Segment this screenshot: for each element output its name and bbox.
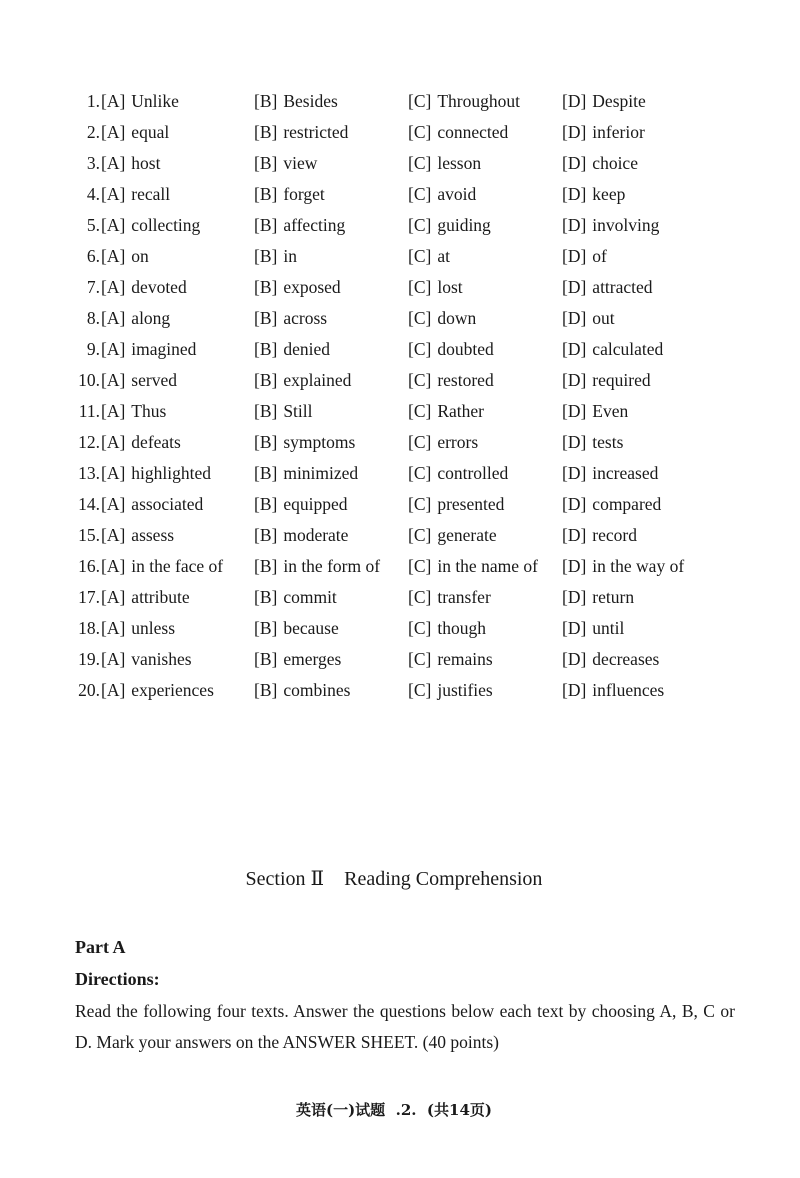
option-d xyxy=(562,148,638,179)
option-letter: [C] xyxy=(408,153,432,173)
option-d xyxy=(562,489,661,520)
option-b xyxy=(254,582,337,613)
option-b xyxy=(254,365,351,396)
option-d xyxy=(562,86,646,117)
option-text: avoid xyxy=(437,184,477,204)
question-number: 8. xyxy=(86,308,100,328)
option-text: combines xyxy=(283,680,351,700)
option-a xyxy=(101,210,200,241)
option-a xyxy=(101,396,166,427)
option-text: increased xyxy=(592,463,659,483)
option-letter: [A] xyxy=(101,370,126,390)
option-text: generate xyxy=(437,525,497,545)
question-number: 1. xyxy=(86,91,100,111)
question-row xyxy=(70,613,770,644)
option-c xyxy=(408,613,486,644)
option-text: Rather xyxy=(437,401,484,421)
option-letter: [A] xyxy=(101,308,126,328)
option-text: transfer xyxy=(437,587,491,607)
option-letter: [D] xyxy=(562,680,587,700)
question-row xyxy=(70,427,770,458)
option-text: compared xyxy=(592,494,662,514)
option-a xyxy=(101,148,160,179)
option-b xyxy=(254,489,347,520)
question-row xyxy=(70,117,770,148)
option-a xyxy=(101,303,170,334)
option-a xyxy=(101,272,187,303)
option-a xyxy=(101,489,203,520)
question-row xyxy=(70,303,770,334)
option-letter: [C] xyxy=(408,618,432,638)
option-c xyxy=(408,489,504,520)
option-letter: [C] xyxy=(408,494,432,514)
option-d xyxy=(562,644,659,675)
question-number: 11. xyxy=(78,401,100,421)
option-text: in the face of xyxy=(131,556,224,576)
option-text: forget xyxy=(283,184,325,204)
option-d xyxy=(562,210,659,241)
question-row xyxy=(70,210,770,241)
option-b xyxy=(254,179,325,210)
question-number: 18. xyxy=(78,618,100,638)
question-row xyxy=(70,644,770,675)
option-text: associated xyxy=(131,494,204,514)
option-letter: [B] xyxy=(254,122,278,142)
option-text: required xyxy=(592,370,651,390)
question-number: 20. xyxy=(78,680,100,700)
part-title: Part A xyxy=(75,937,126,957)
option-text: restored xyxy=(437,370,494,390)
option-letter: [A] xyxy=(101,277,126,297)
option-a xyxy=(101,675,214,706)
option-text: Unlike xyxy=(131,91,179,111)
option-letter: [A] xyxy=(101,587,126,607)
option-text: lesson xyxy=(437,153,482,173)
question-number: 5. xyxy=(86,215,100,235)
option-b xyxy=(254,551,380,582)
option-a xyxy=(101,644,192,675)
option-d xyxy=(562,520,637,551)
option-c xyxy=(408,458,508,489)
option-letter: [D] xyxy=(562,587,587,607)
option-letter: [B] xyxy=(254,463,278,483)
option-text: because xyxy=(283,618,339,638)
option-d xyxy=(562,675,664,706)
option-b xyxy=(254,148,317,179)
option-letter: [A] xyxy=(101,246,126,266)
question-number: 15. xyxy=(78,525,100,545)
option-text: though xyxy=(437,618,486,638)
question-options-list xyxy=(70,86,770,706)
option-letter: [B] xyxy=(254,153,278,173)
option-text: equipped xyxy=(283,494,348,514)
option-letter: [C] xyxy=(408,91,432,111)
question-number: 12. xyxy=(78,432,100,452)
option-letter: [C] xyxy=(408,246,432,266)
option-text: keep xyxy=(592,184,626,204)
option-d xyxy=(562,551,684,582)
question-row xyxy=(70,148,770,179)
option-letter: [A] xyxy=(101,184,126,204)
option-letter: [D] xyxy=(562,153,587,173)
option-letter: [C] xyxy=(408,339,432,359)
option-letter: [C] xyxy=(408,184,432,204)
option-d xyxy=(562,334,663,365)
option-a xyxy=(101,179,170,210)
option-letter: [C] xyxy=(408,587,432,607)
option-text: of xyxy=(592,246,607,266)
option-c xyxy=(408,334,494,365)
option-text: minimized xyxy=(283,463,359,483)
option-letter: [D] xyxy=(562,370,587,390)
option-text: emerges xyxy=(283,649,342,669)
option-c xyxy=(408,210,491,241)
option-letter: [A] xyxy=(101,525,126,545)
option-letter: [B] xyxy=(254,525,278,545)
option-text: symptoms xyxy=(283,432,356,452)
option-d xyxy=(562,272,653,303)
option-b xyxy=(254,117,348,148)
option-text: host xyxy=(131,153,161,173)
option-text: Thus xyxy=(131,401,167,421)
option-letter: [B] xyxy=(254,246,278,266)
option-text: attracted xyxy=(592,277,653,297)
directions-text: Read the following four texts. Answer the questions below each text by choosing A, B, C or D. Mark your answers on the ANSWER SHEET. (40 points) xyxy=(75,1001,735,1052)
option-c xyxy=(408,582,491,613)
option-text: until xyxy=(592,618,625,638)
option-a xyxy=(101,427,181,458)
option-text: exposed xyxy=(283,277,341,297)
option-letter: [B] xyxy=(254,649,278,669)
question-row xyxy=(70,675,770,706)
option-text: across xyxy=(283,308,328,328)
option-b xyxy=(254,241,297,272)
question-number: 19. xyxy=(78,649,100,669)
option-text: connected xyxy=(437,122,509,142)
option-c xyxy=(408,644,493,675)
option-text: unless xyxy=(131,618,176,638)
option-text: return xyxy=(592,587,635,607)
option-c xyxy=(408,365,494,396)
page-footer: 英语(一)试题 .2. (共14页) xyxy=(295,1101,493,1119)
option-letter: [D] xyxy=(562,494,587,514)
option-letter: [C] xyxy=(408,277,432,297)
option-b xyxy=(254,334,330,365)
option-d xyxy=(562,179,625,210)
option-text: errors xyxy=(437,432,479,452)
option-letter: [C] xyxy=(408,463,432,483)
question-row xyxy=(70,365,770,396)
option-letter: [C] xyxy=(408,649,432,669)
option-letter: [D] xyxy=(562,463,587,483)
option-text: devoted xyxy=(131,277,187,297)
question-row xyxy=(70,489,770,520)
option-text: denied xyxy=(283,339,330,359)
option-c xyxy=(408,148,481,179)
option-c xyxy=(408,179,476,210)
option-text: served xyxy=(131,370,177,390)
section-title: Section Ⅱ Reading Comprehension xyxy=(245,868,543,890)
option-text: highlighted xyxy=(131,463,212,483)
question-row xyxy=(70,272,770,303)
option-text: affecting xyxy=(283,215,346,235)
option-text: lost xyxy=(437,277,463,297)
option-a xyxy=(101,86,179,117)
option-d xyxy=(562,427,623,458)
option-d xyxy=(562,458,658,489)
option-a xyxy=(101,334,196,365)
option-a xyxy=(101,582,190,613)
option-letter: [B] xyxy=(254,308,278,328)
question-row xyxy=(70,241,770,272)
option-letter: [B] xyxy=(254,494,278,514)
question-number: 3. xyxy=(86,153,100,173)
option-letter: [D] xyxy=(562,649,587,669)
option-b xyxy=(254,520,348,551)
option-a xyxy=(101,241,149,272)
option-text: commit xyxy=(283,587,337,607)
option-c xyxy=(408,303,476,334)
option-text: along xyxy=(131,308,171,328)
option-letter: [D] xyxy=(562,91,587,111)
option-b xyxy=(254,86,338,117)
option-b xyxy=(254,272,341,303)
option-letter: [D] xyxy=(562,525,587,545)
option-letter: [D] xyxy=(562,122,587,142)
option-text: out xyxy=(592,308,615,328)
option-text: remains xyxy=(437,649,493,669)
option-text: at xyxy=(437,246,450,266)
option-text: Still xyxy=(283,401,313,421)
option-text: in the name of xyxy=(437,556,538,576)
option-c xyxy=(408,520,497,551)
option-text: justifies xyxy=(437,680,493,700)
option-letter: [D] xyxy=(562,618,587,638)
question-row xyxy=(70,334,770,365)
option-d xyxy=(562,117,645,148)
question-number: 10. xyxy=(78,370,100,390)
option-letter: [B] xyxy=(254,556,278,576)
option-text: choice xyxy=(592,153,638,173)
option-a xyxy=(101,365,177,396)
question-number: 6. xyxy=(86,246,100,266)
option-letter: [A] xyxy=(101,339,126,359)
option-letter: [C] xyxy=(408,308,432,328)
option-text: in the form of xyxy=(283,556,381,576)
option-text: attribute xyxy=(131,587,190,607)
option-letter: [B] xyxy=(254,587,278,607)
option-d xyxy=(562,365,651,396)
option-text: collecting xyxy=(131,215,201,235)
option-c xyxy=(408,241,450,272)
directions-title: Directions: xyxy=(75,969,160,989)
option-text: involving xyxy=(592,215,660,235)
option-letter: [B] xyxy=(254,184,278,204)
option-letter: [D] xyxy=(562,339,587,359)
option-letter: [C] xyxy=(408,401,432,421)
option-letter: [C] xyxy=(408,525,432,545)
question-number: 14. xyxy=(78,494,100,514)
option-text: explained xyxy=(283,370,352,390)
question-row xyxy=(70,458,770,489)
option-letter: [A] xyxy=(101,432,126,452)
option-d xyxy=(562,241,607,272)
option-c xyxy=(408,551,538,582)
option-letter: [D] xyxy=(562,277,587,297)
option-d xyxy=(562,582,634,613)
option-a xyxy=(101,613,175,644)
question-number: 13. xyxy=(78,463,100,483)
option-letter: [D] xyxy=(562,556,587,576)
question-number: 17. xyxy=(78,587,100,607)
question-row xyxy=(70,396,770,427)
option-letter: [C] xyxy=(408,680,432,700)
option-letter: [C] xyxy=(408,370,432,390)
option-c xyxy=(408,396,484,427)
option-text: view xyxy=(283,153,318,173)
option-b xyxy=(254,675,350,706)
option-letter: [A] xyxy=(101,556,126,576)
option-letter: [A] xyxy=(101,122,126,142)
question-row xyxy=(70,582,770,613)
option-a xyxy=(101,458,211,489)
option-letter: [A] xyxy=(101,401,126,421)
option-letter: [A] xyxy=(101,463,126,483)
option-letter: [A] xyxy=(101,680,126,700)
option-text: tests xyxy=(592,432,624,452)
option-letter: [A] xyxy=(101,494,126,514)
option-text: experiences xyxy=(131,680,214,700)
option-letter: [A] xyxy=(101,649,126,669)
option-text: calculated xyxy=(592,339,664,359)
option-text: controlled xyxy=(437,463,509,483)
option-text: down xyxy=(437,308,477,328)
option-text: Besides xyxy=(283,91,338,111)
question-row xyxy=(70,179,770,210)
option-b xyxy=(254,644,341,675)
option-letter: [A] xyxy=(101,215,126,235)
option-text: in xyxy=(283,246,297,266)
question-number: 9. xyxy=(86,339,100,359)
option-letter: [B] xyxy=(254,680,278,700)
question-number: 4. xyxy=(86,184,100,204)
question-row xyxy=(70,520,770,551)
option-letter: [C] xyxy=(408,215,432,235)
option-letter: [B] xyxy=(254,432,278,452)
option-a xyxy=(101,520,174,551)
option-letter: [B] xyxy=(254,215,278,235)
option-letter: [B] xyxy=(254,370,278,390)
option-b xyxy=(254,613,339,644)
option-b xyxy=(254,210,345,241)
option-text: imagined xyxy=(131,339,197,359)
option-d xyxy=(562,396,628,427)
option-letter: [C] xyxy=(408,432,432,452)
option-text: Even xyxy=(592,401,629,421)
option-a xyxy=(101,117,169,148)
question-number: 7. xyxy=(86,277,100,297)
option-letter: [A] xyxy=(101,91,126,111)
option-b xyxy=(254,303,327,334)
option-letter: [A] xyxy=(101,618,126,638)
option-text: decreases xyxy=(592,649,660,669)
option-letter: [B] xyxy=(254,618,278,638)
option-text: inferior xyxy=(592,122,645,142)
option-c xyxy=(408,427,478,458)
option-c xyxy=(408,86,520,117)
option-letter: [B] xyxy=(254,401,278,421)
question-number: 2. xyxy=(86,122,100,142)
option-letter: [B] xyxy=(254,91,278,111)
option-text: record xyxy=(592,525,637,545)
option-a xyxy=(101,551,223,582)
option-text: Despite xyxy=(592,91,646,111)
option-letter: [D] xyxy=(562,246,587,266)
option-b xyxy=(254,396,313,427)
option-text: influences xyxy=(592,680,665,700)
option-d xyxy=(562,303,615,334)
option-text: equal xyxy=(131,122,170,142)
option-letter: [A] xyxy=(101,153,126,173)
option-text: guiding xyxy=(437,215,491,235)
option-text: vanishes xyxy=(131,649,192,669)
option-text: assess xyxy=(131,525,175,545)
option-c xyxy=(408,675,493,706)
option-b xyxy=(254,458,358,489)
option-text: presented xyxy=(437,494,505,514)
option-letter: [C] xyxy=(408,122,432,142)
question-row xyxy=(70,86,770,117)
option-text: moderate xyxy=(283,525,349,545)
option-letter: [D] xyxy=(562,432,587,452)
option-letter: [B] xyxy=(254,339,278,359)
option-c xyxy=(408,117,508,148)
option-text: in the way of xyxy=(592,556,685,576)
option-b xyxy=(254,427,355,458)
option-c xyxy=(408,272,463,303)
option-text: doubted xyxy=(437,339,494,359)
option-letter: [D] xyxy=(562,308,587,328)
option-letter: [C] xyxy=(408,556,432,576)
option-text: defeats xyxy=(131,432,181,452)
question-row xyxy=(70,551,770,582)
option-letter: [D] xyxy=(562,401,587,421)
option-letter: [D] xyxy=(562,184,587,204)
option-text: restricted xyxy=(283,122,349,142)
option-letter: [B] xyxy=(254,277,278,297)
option-d xyxy=(562,613,624,644)
option-text: Throughout xyxy=(437,91,520,111)
question-number: 16. xyxy=(78,556,100,576)
option-letter: [D] xyxy=(562,215,587,235)
option-text: on xyxy=(131,246,149,266)
option-text: recall xyxy=(131,184,171,204)
